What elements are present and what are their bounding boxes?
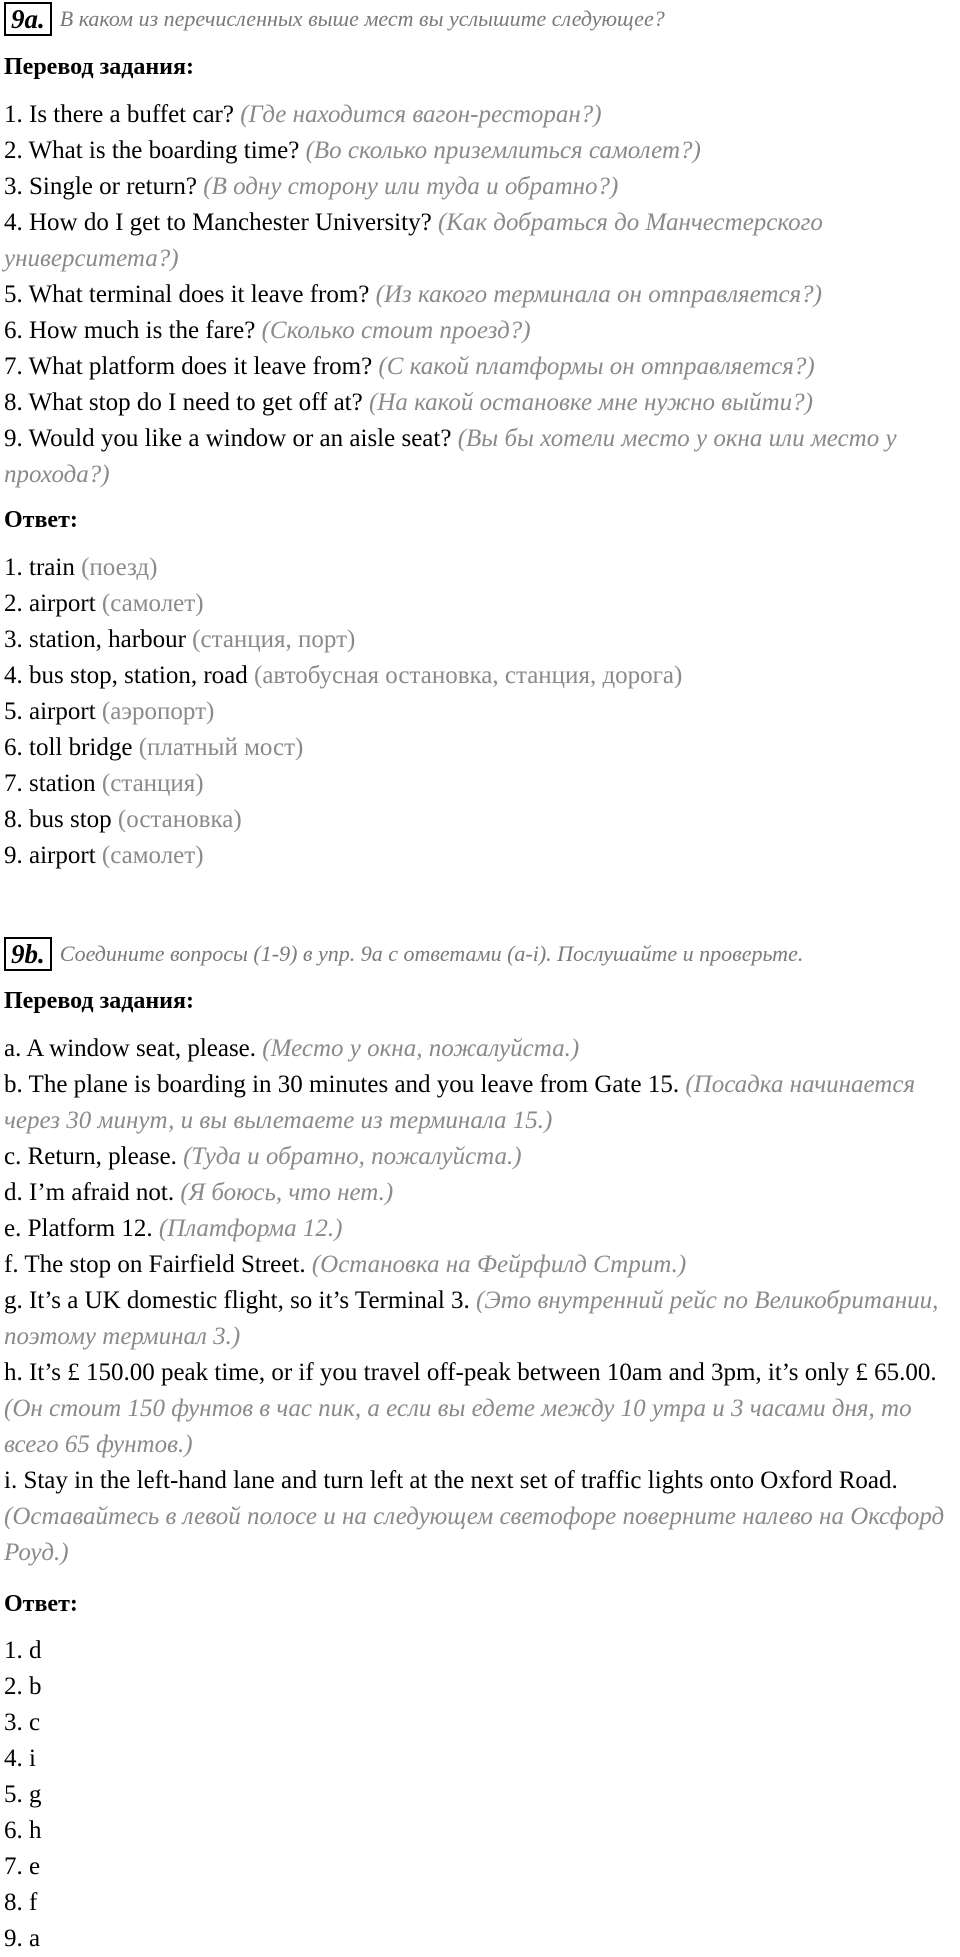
list-item: a. A window seat, please. (Место у окна, пожалуйста.) [4,1035,580,1062]
answer-item: 3. station, harbour (станция, порт) [4,626,356,653]
translation-heading-9a: Перевод задания: [4,54,194,80]
exercise-9b-header [4,937,803,971]
exercise-number-9a: 9a. [4,2,52,36]
list-item: i. Stay in the left-hand lane and turn left at the next set of traffic lights onto Oxford Road. (Оставайтесь в левой полосе и на следующем светофоре поверните налево на Оксфорд Роуд.) [4,1467,945,1566]
list-item: b. The plane is boarding in 30 minutes and you leave from Gate 15. (Посадка начинается через 30 минут, и вы вылетаете из терминала 15.) [4,1071,916,1134]
list-item: 2. What is the boarding time? (Во сколько приземлиться самолет?) [4,137,701,164]
exercise-9a-items [4,97,956,493]
answer-item: 6. toll bridge (платный мост) [4,734,304,761]
answer-item: 6. h [4,1817,42,1844]
answer-heading-9b: Ответ: [4,1591,78,1617]
exercise-9b-task: Соедините вопросы (1-9) в упр. 9а с ответами (a-i). Послушайте и проверьте. [59,941,804,966]
exercise-9a-answers [4,550,956,874]
answer-item: 8. bus stop (остановка) [4,806,242,833]
exercise-9b-items [4,1031,956,1571]
list-item: c. Return, please. (Туда и обратно, пожалуйста.) [4,1143,522,1170]
list-item: e. Platform 12. (Платформа 12.) [4,1215,343,1242]
list-item: 4. How do I get to Manchester University? (Как добраться до Манчестерского университета?) [4,209,823,272]
list-item: 5. What terminal does it leave from? (Из какого терминала он отправляется?) [4,281,823,308]
answer-item: 5. g [4,1781,42,1808]
list-item: 1. Is there a buffet car? (Где находится вагон-ресторан?) [4,101,602,128]
answer-heading-9a: Ответ: [4,507,78,533]
answer-item: 2. b [4,1673,42,1700]
answer-item: 3. c [4,1709,41,1736]
list-item: f. The stop on Fairfield Street. (Остановка на Фейрфилд Стрит.) [4,1251,687,1278]
answer-item: 4. bus stop, station, road (автобусная остановка, станция, дорога) [4,662,683,689]
answer-item: 1. d [4,1637,42,1664]
list-item: 7. What platform does it leave from? (С какой платформы он отправляется?) [4,353,815,380]
answer-item: 2. airport (самолет) [4,590,204,617]
list-item: g. It’s a UK domestic flight, so it’s Terminal 3. (Это внутренний рейс по Великобритании, поэтому терминал 3.) [4,1287,939,1350]
exercise-9a-task: В каком из перечисленных выше мест вы услышите следующее? [59,6,665,31]
answer-item: 7. e [4,1853,41,1880]
list-item: 9. Would you like a window or an aisle seat? (Вы бы хотели место у окна или место у прохода?) [4,425,897,488]
answer-item: 7. station (станция) [4,770,204,797]
list-item: d. I’m afraid not. (Я боюсь, что нет.) [4,1179,394,1206]
answer-item: 9. airport (самолет) [4,842,204,869]
answer-item: 1. train (поезд) [4,554,158,581]
list-item: 6. How much is the fare? (Сколько стоит проезд?) [4,317,531,344]
list-item: 3. Single or return? (В одну сторону или туда и обратно?) [4,173,619,200]
list-item: 8. What stop do I need to get off at? (На какой остановке мне нужно выйти?) [4,389,813,416]
exercise-9a-header [4,2,665,36]
exercise-number-9b: 9b. [4,937,52,971]
answer-item: 8. f [4,1889,38,1916]
translation-heading-9b: Перевод задания: [4,988,194,1014]
exercise-9b-answers [4,1633,956,1957]
answer-item: 5. airport (аэропорт) [4,698,215,725]
list-item: h. It’s £ 150.00 peak time, or if you travel off-peak between 10am and 3pm, it’s only £ 65.00. (Он стоит 150 фунтов в час пик, а если вы едете между 10 утра и 3 часами дня, то всего 65 фунтов.) [4,1359,937,1458]
answer-item: 9. a [4,1925,41,1952]
answer-item: 4. i [4,1745,36,1772]
